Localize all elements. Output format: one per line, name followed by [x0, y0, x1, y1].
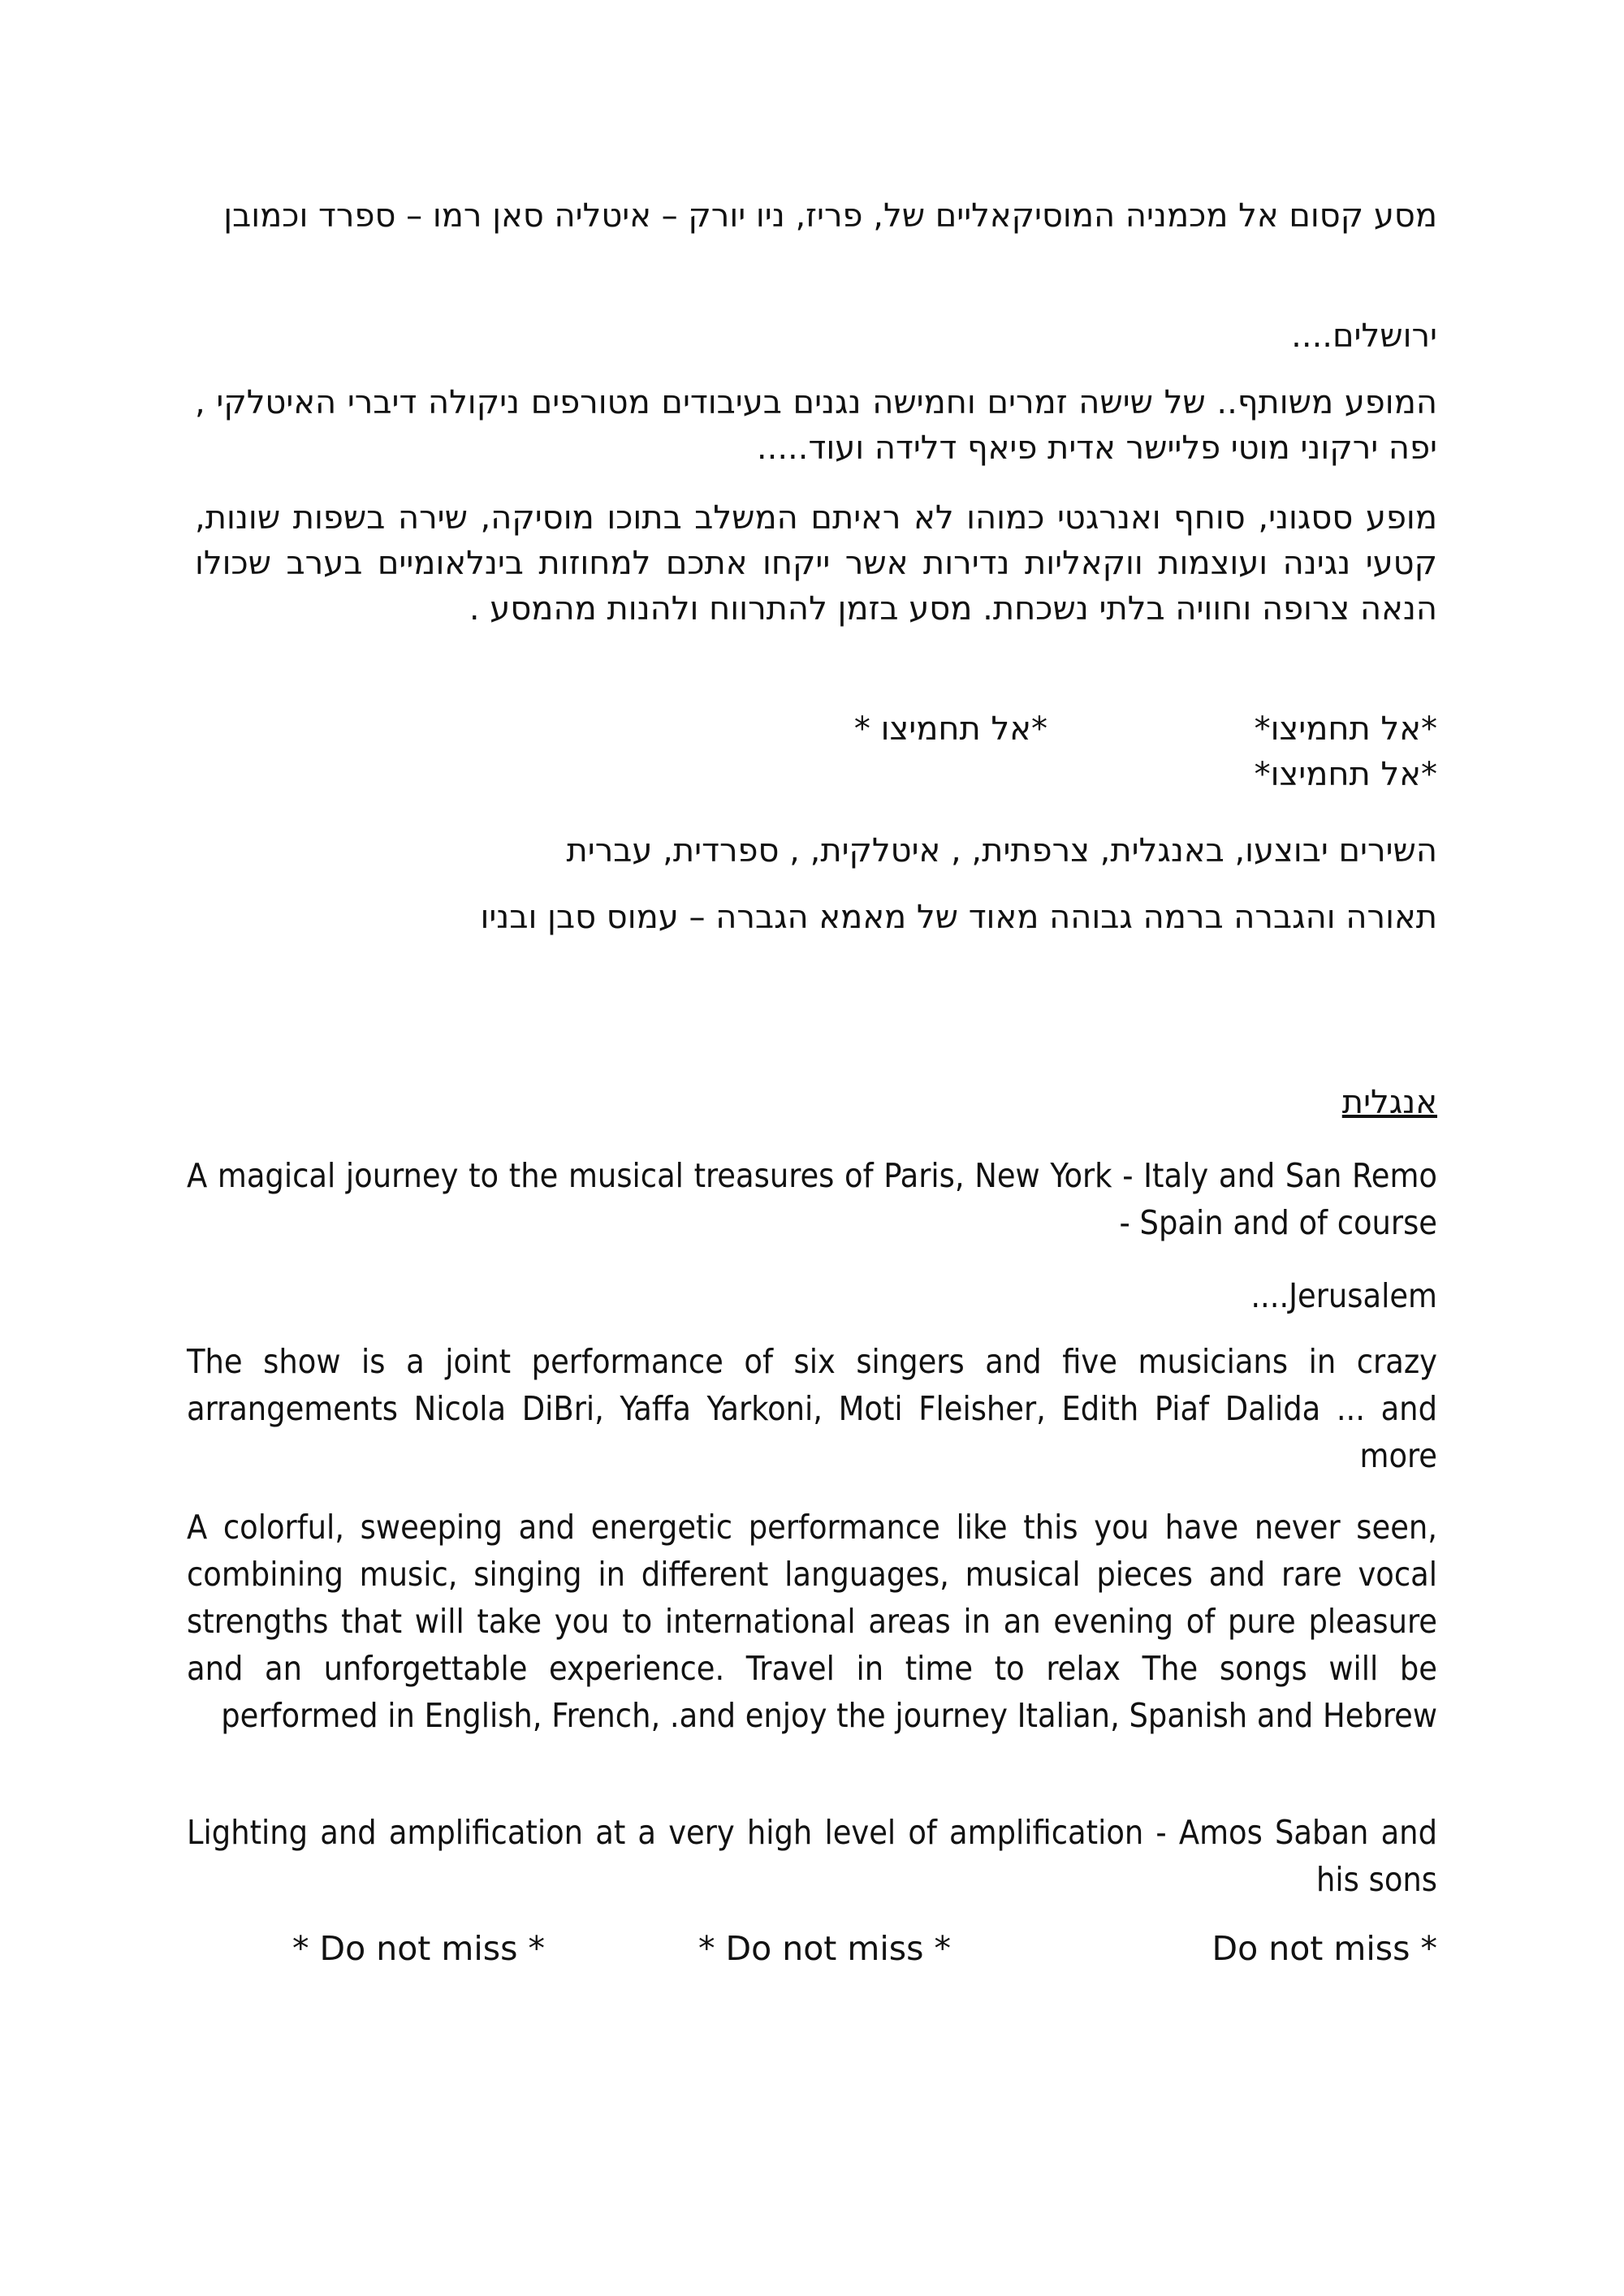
english-dont-miss-3: Do not miss * [1212, 1929, 1437, 1968]
hebrew-paragraph-intro: מסע קסום אל מכמניה המוסיקאליים של, פריז, ניו יורק – איטליה סאן רמו – ספרד וכמובן [223, 197, 1437, 235]
hebrew-paragraph-languages: השירים יבוצעו, באנגלית, צרפתית, , איטלקית, , ספרדית, עברית [566, 832, 1437, 870]
english-paragraph-intro: A magical journey to the musical treasures of Paris, New York - Italy and San Remo - Spain and of course [187, 1156, 1437, 1242]
hebrew-dont-miss-1: *אל תחמיצו* [1254, 710, 1437, 748]
hebrew-dont-miss-row-2 [195, 752, 1437, 797]
english-dont-miss-2: * Do not miss * [698, 1929, 951, 1968]
english-dont-miss-1: * Do not miss * [292, 1929, 545, 1968]
hebrew-dont-miss-3: *אל תחמיצו* [1254, 756, 1437, 793]
section-heading-english: אנגלית [1341, 1084, 1437, 1121]
hebrew-paragraph-description: מופע ססגוני, סוחף ואנרגטי כמוהו לא ראיתם המשלב בתוכו מוסיקה, שירה בשפות שונות, קטעי נגינה ועוצמות ווקאליות נדירות אשר ייקחו אתכם למחוזות בינלאומיים בערב שכולו הנאה צרופה וחוויה בלתי נשכחת. מסע בזמן להתרווח ולהנות מהמסע . [195, 499, 1437, 628]
english-paragraph-jerusalem: ....Jerusalem [1250, 1276, 1437, 1315]
english-paragraph-lighting: Lighting and amplification at a very high level of amplification - Amos Saban and his sons [187, 1813, 1437, 1899]
hebrew-paragraph-lighting: תאורה והגברה ברמה גבוהה מאוד של מאמא הגברה – עמוס סבן ובניו [480, 899, 1437, 936]
hebrew-dont-miss-2: *אל תחמיצו * [853, 710, 1047, 748]
english-dont-miss-row [187, 1924, 1437, 1973]
hebrew-paragraph-jerusalem: ירושלים.... [1291, 317, 1437, 355]
hebrew-paragraph-performers: המופע משותף.. של שישה זמרים וחמישה נגנים בעיבודים מטורפים ניקולה דיברי האיטלקי , יפה ירקוני מוטי פליישר אדית פיאף דלידה ועוד..... [195, 384, 1437, 467]
english-paragraph-performers: The show is a joint performance of six singers and five musicians in crazy arrangements Nicola DiBri, Yaffa Yarkoni, Moti Fleisher, Edith Piaf Dalida ... and more [187, 1342, 1437, 1475]
english-paragraph-description: A colorful, sweeping and energetic performance like this you have never seen, combining music, singing in different languages, musical pieces and rare vocal strengths that will take you to international areas in an evening of pure pleasure and an unforgettable experience. Travel in time to relax The songs will be performed in English, French, .and enjoy the journey Italian, Spanish and Hebrew [187, 1508, 1437, 1735]
hebrew-dont-miss-row [195, 706, 1437, 752]
